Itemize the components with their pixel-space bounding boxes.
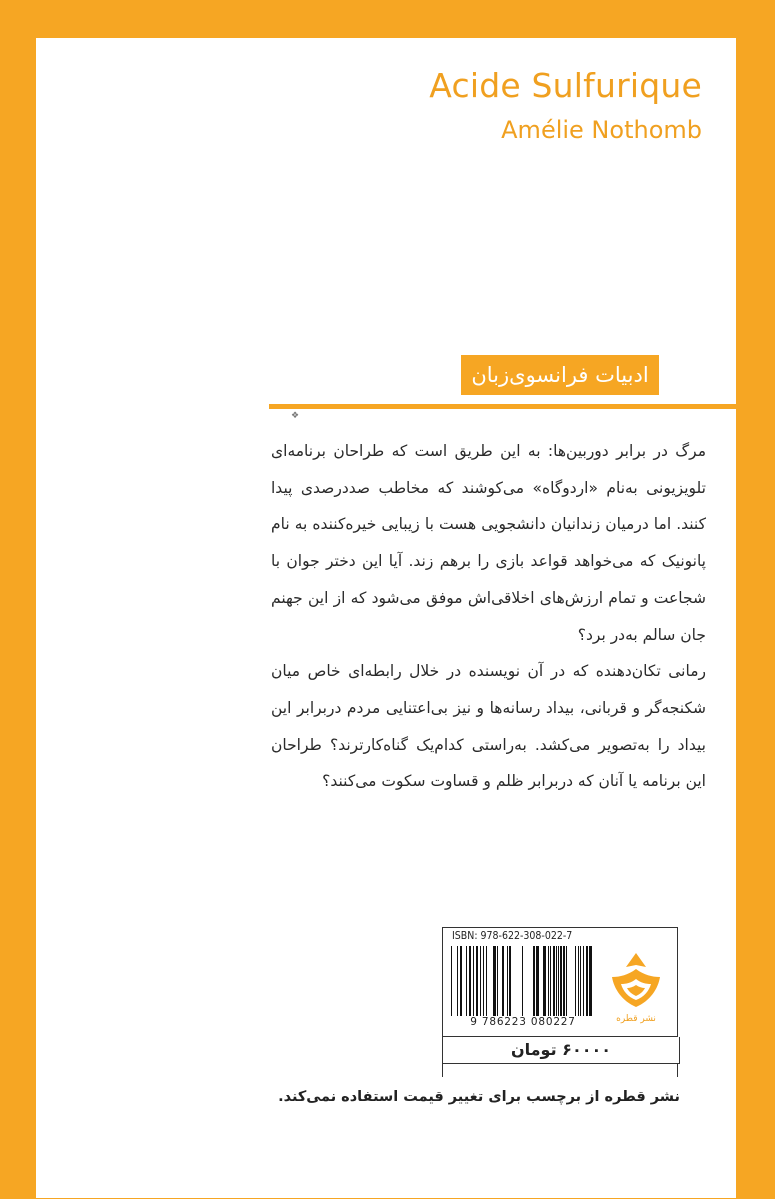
price-tick-left bbox=[442, 1063, 443, 1077]
barcode-bar bbox=[543, 946, 546, 1016]
barcode-bar bbox=[466, 946, 467, 1016]
barcode-bar bbox=[497, 946, 498, 1016]
barcode-bar bbox=[536, 946, 539, 1016]
barcode-bar bbox=[563, 946, 565, 1016]
barcode-bar bbox=[480, 946, 481, 1016]
barcode-bar bbox=[502, 946, 504, 1016]
barcode-image bbox=[447, 946, 599, 1016]
series-label: ادبیات فرانسوی‌زبان bbox=[461, 355, 659, 395]
barcode-bar bbox=[558, 946, 559, 1016]
book-title-en: Acide Sulfurique bbox=[429, 66, 702, 105]
blurb-paragraph-1: مرگ در برابر دوربین‌ها: به این طریق است که طراحان برنامه‌ای تلویزیونی به‌نام «اردوگاه» می‌کوشند که مخاطب صددرصدی پیدا کنند. اما درمیان زندانیان دانشجویی هست با زیبایی خیره‌کننده به نام پانونیک که می‌خواهد قواعد بازی را برهم زند. آیا این دختر جوان با شجاعت و تمام ارزش‌های اخلاقی‌اش موفق می‌شود که از این جهنم جان سالم به‌در برد؟ bbox=[271, 442, 706, 644]
barcode-bar bbox=[589, 946, 592, 1016]
barcode-bar bbox=[580, 946, 581, 1016]
barcode-bar bbox=[493, 946, 496, 1016]
barcode-bar bbox=[550, 946, 551, 1016]
barcode-digits: 9 786223 080227 bbox=[470, 1016, 576, 1028]
barcode-bar bbox=[509, 946, 511, 1016]
barcode-bar bbox=[566, 946, 567, 1016]
price-sticker-note: نشر قطره از برچسب برای تغییر قیمت استفاده نمی‌کند. bbox=[278, 1089, 680, 1105]
barcode-bar bbox=[553, 946, 555, 1016]
blurb-paragraph-2: رمانی تکان‌دهنده که در آن نویسنده در خلال رابطه‌ای خاص میان شکنجه‌گر و قربانی، بیداد رسانه‌ها و نیز بی‌اعتنایی مردم دربرابر این بیداد را به‌تصویر می‌کشد. به‌راستی کدام‌یک گناه‌کارترند؟ طراحان این برنامه یا آنان که دربرابر ظلم و قساوت سکوت می‌کنند؟ bbox=[271, 662, 706, 791]
barcode-bar bbox=[451, 946, 452, 1016]
barcode-bar bbox=[522, 946, 523, 1016]
publisher-logo-icon bbox=[606, 951, 666, 1011]
barcode-bar bbox=[575, 946, 576, 1016]
barcode-bar bbox=[457, 946, 458, 1016]
publisher-logo-text: نشر قطره bbox=[616, 1014, 656, 1024]
barcode-bar bbox=[583, 946, 584, 1016]
barcode-bar bbox=[469, 946, 471, 1016]
barcode-bar bbox=[473, 946, 474, 1016]
barcode-bar bbox=[476, 946, 478, 1016]
blurb bbox=[271, 433, 706, 800]
isbn-text: ISBN: 978-622-308-022-7 bbox=[452, 930, 573, 942]
barcode-bar bbox=[578, 946, 579, 1016]
barcode-bar bbox=[548, 946, 549, 1016]
barcode-bar bbox=[483, 946, 484, 1016]
barcode-bar bbox=[586, 946, 588, 1016]
barcode-bar bbox=[486, 946, 487, 1016]
ornament-icon: ❖ bbox=[291, 411, 300, 421]
barcode-bar bbox=[560, 946, 562, 1016]
price-tick-right bbox=[677, 1063, 678, 1077]
series-rule bbox=[269, 404, 736, 409]
barcode-bar bbox=[556, 946, 557, 1016]
barcode-bar bbox=[533, 946, 535, 1016]
author-name-en: Amélie Nothomb bbox=[501, 116, 702, 144]
barcode-bar bbox=[507, 946, 508, 1016]
price-label: ۶۰۰۰۰ تومان bbox=[442, 1037, 680, 1064]
barcode-bar bbox=[460, 946, 462, 1016]
